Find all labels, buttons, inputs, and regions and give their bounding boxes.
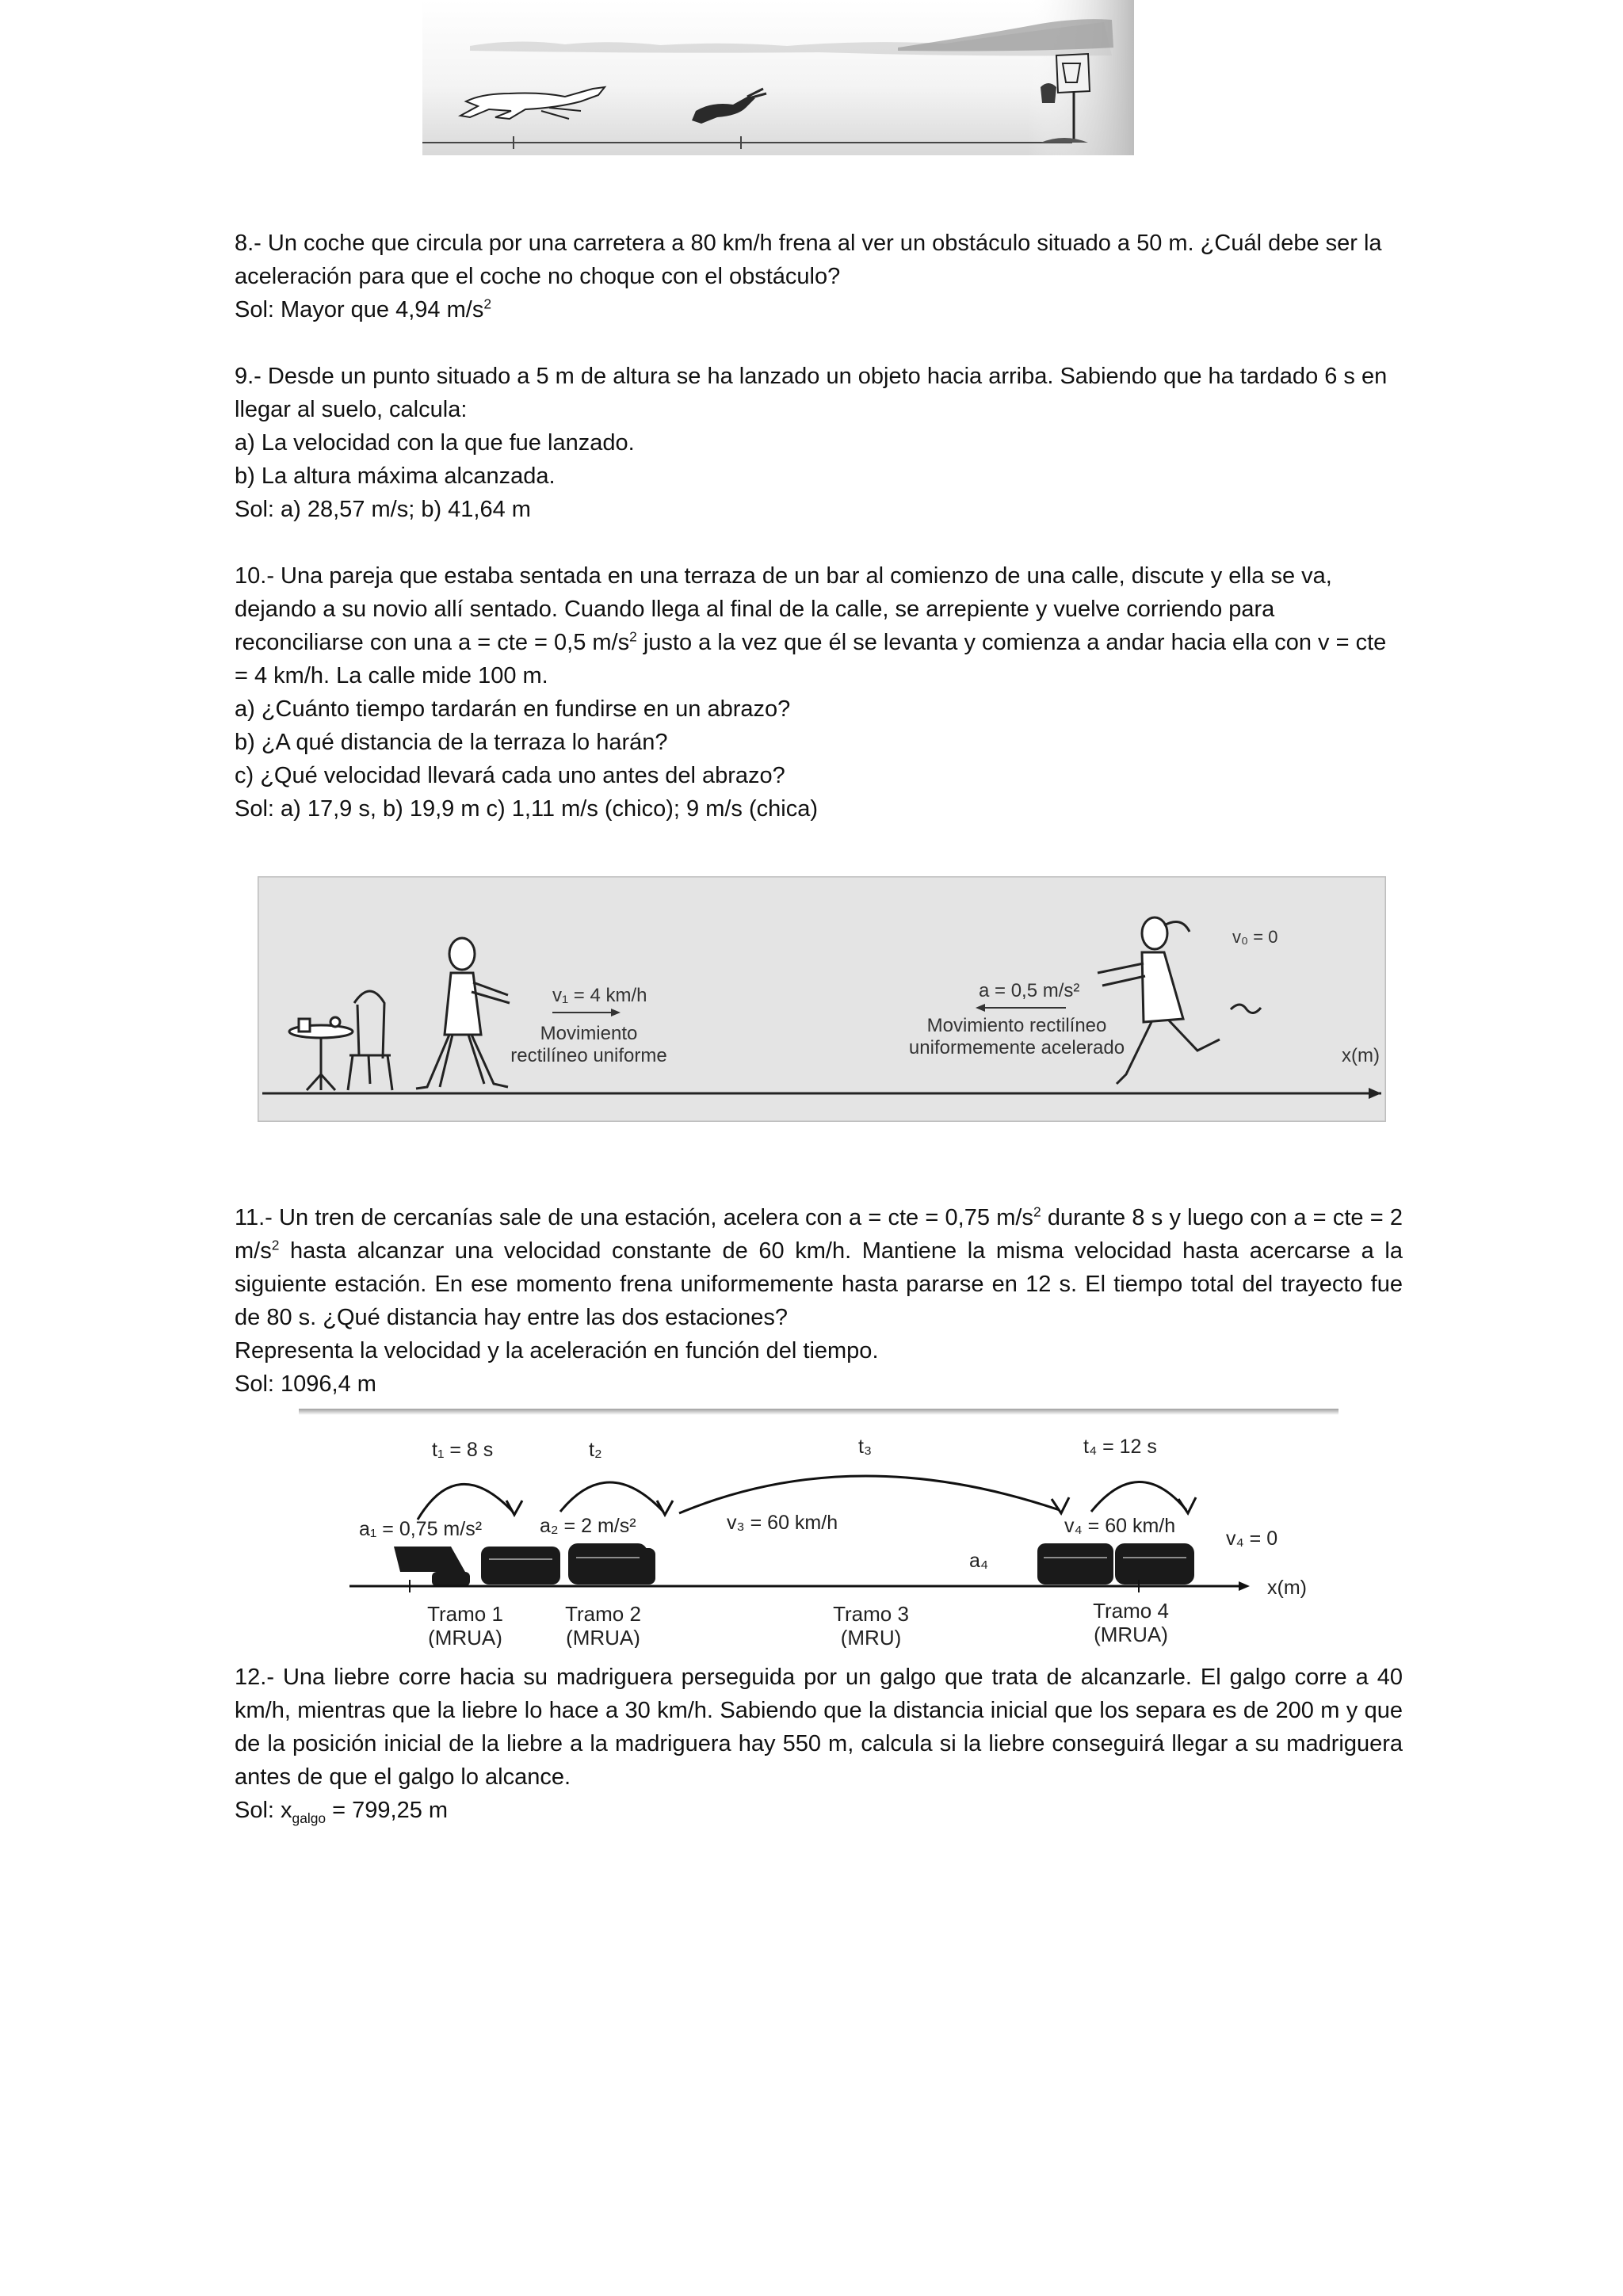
couple-v0-label: v₀ = 0 [1232,927,1278,947]
train-axis-label: x(m) [1267,1577,1307,1599]
problem-12-text: 12.- Una liebre corre hacia su madriguera perseguida por un galgo que trata de alcanzarle. El galgo corre a 40 km/h, mientras que la liebre lo hace a 30 km/h. Sabiendo que la distancia inicial que los separa es de 200 m y que de la posición inicial de la liebre a la madriguera hay 550 m, calcula si la liebre conseguirá llegar a su madriguera antes de que el galgo lo alcance. [235,1665,1403,1790]
train-tramo1-label: Tramo 1 [427,1602,503,1626]
train-a4-label: a₄ [969,1550,989,1572]
burrow-sign [1056,54,1090,93]
problem-9-solution: Sol: a) 28,57 m/s; b) 41,64 m [235,497,531,522]
problem-9 [235,360,1403,526]
problem-11-text: 11.- Un tren de cercanías sale de una estación, acelera con a = cte = 0,75 $m/s^2$ durante 8 s y luego con a = cte = 2 $m/s^2$ hasta alcanzar una velocidad constante de 60 km/h. Mantiene la misma velocidad hasta acercarse a la siguiente estación. En ese momento frena uniformemente hasta pararse en 12 s. El tiempo total del trayecto fue de 80 s. ¿Qué distancia hay entre las dos estaciones? [235,1203,1403,1330]
problem-11 [235,1201,1403,1401]
problem-10 [235,559,1403,826]
problem-11-task: Representa la velocidad y la aceleración en función del tiempo. [235,1338,879,1363]
problem-10-solution: Sol: a) 17,9 s, b) 19,9 m c) 1,11 m/s (chico); 9 m/s (chica) [235,796,818,822]
train-3 [1037,1543,1194,1585]
train-tramo2-type: (MRUA) [566,1626,640,1648]
problem-8-text: 8.- Un coche que circula por una carretera a 80 km/h frena al ver un obstáculo situado a 50 m. ¿Cuál debe ser la aceleración para que el coche no choque con el obstáculo? [235,231,1382,289]
couple-mru-line1: Movimiento [540,1023,638,1044]
couple-axis-label: x(m) [1342,1045,1380,1066]
couple-figure [258,876,1386,1122]
train-2 [568,1543,655,1585]
couple-mrua-line1: Movimiento rectilíneo [926,1015,1107,1036]
problem-8 [235,227,1403,326]
train-tramo1-type: (MRUA) [428,1626,502,1648]
train-tramo2-label: Tramo 2 [565,1602,641,1626]
train-t1-label: t₁ = 8 s [432,1439,494,1461]
problem-12-solution: Sol: $x_{galgo} = 799,25$ m [235,1798,449,1826]
couple-mru-line2: rectilíneo uniforme [510,1045,667,1066]
train-v4-end-label: v₄ = 0 [1226,1527,1278,1550]
problem-9-part-b: b) La altura máxima alcanzada. [235,463,556,489]
train-t4-label: t₄ = 12 s [1083,1436,1157,1458]
train-tramo3-type: (MRU) [840,1626,902,1648]
problem-10-part-a: a) ¿Cuánto tiempo tardarán en fundirse en un abrazo? [235,696,791,722]
couple-v1-label: v₁ = 4 km/h [552,985,647,1006]
train-tramo3-label: Tramo 3 [833,1602,909,1626]
problem-11-solution: Sol: 1096,4 m [235,1371,376,1397]
problem-9-part-a: a) La velocidad con la que fue lanzado. [235,430,635,456]
train-a2-label: a₂ = 2 m/s² [540,1515,636,1537]
problem-8-solution: Sol: Mayor que 4,94 $m/s^2$ [235,296,491,322]
problem-10-part-b: b) ¿A qué distancia de la terraza lo harán? [235,730,668,755]
greyhound-hare-figure [422,0,1134,160]
train-tramo4-type: (MRUA) [1094,1623,1168,1646]
problem-12 [235,1661,1403,1827]
train-t3-label: t₃ [858,1436,873,1458]
train-v4-label: v₄ = 60 km/h [1064,1515,1176,1537]
couple-accel-label: a = 0,5 m/s² [979,980,1080,1001]
problem-10-intro: 10.- Una pareja que estaba sentada en una terraza de un bar al comienzo de una calle, discute y ella se va, dejando a su novio allí sentado. Cuando llega al final de la calle, se arrepiente y vuelve corriendo para reconciliarse con una a = cte = 0,5 $m/s^2$ justo a la vez que él se levanta y comienza a andar hacia ella con v = cte = 4 km/h. La calle mide 100 m. [235,563,1387,688]
problem-10-part-c: c) ¿Qué velocidad llevará cada uno antes del abrazo? [235,763,785,788]
problem-9-intro: 9.- Desde un punto situado a 5 m de altura se ha lanzado un objeto hacia arriba. Sabiendo que ha tardado 6 s en llegar al suelo, calcula: [235,364,1388,422]
train-v3-label: v₃ = 60 km/h [727,1512,838,1534]
couple-mrua-line2: uniformemente acelerado [908,1037,1125,1058]
train-tramo4-label: Tramo 4 [1093,1599,1169,1623]
train-figure [299,1409,1338,1648]
train-a1-label: a₁ = 0,75 m/s² [359,1518,483,1540]
train-t2-label: t₂ [589,1439,602,1461]
